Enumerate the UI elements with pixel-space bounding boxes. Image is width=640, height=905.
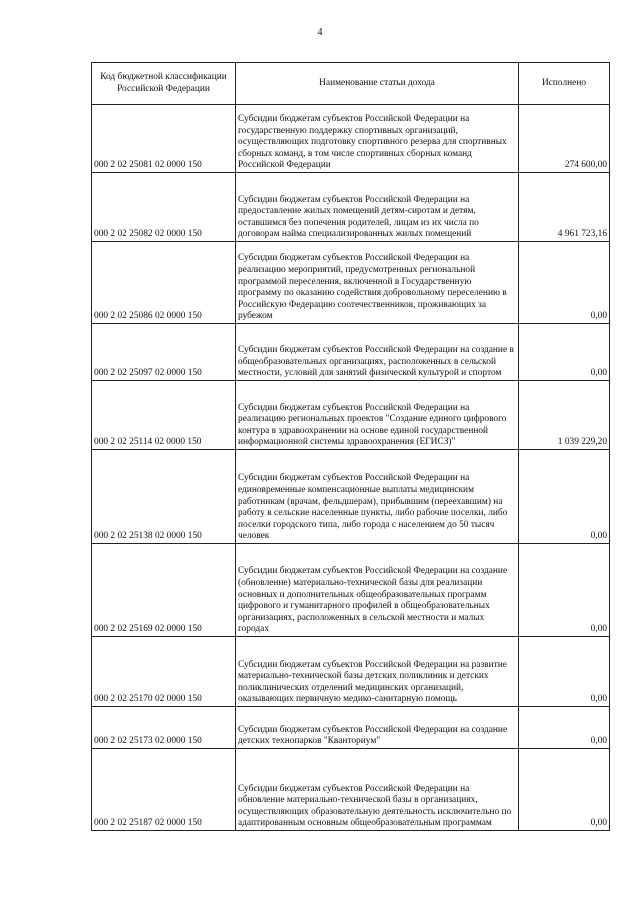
row-name: Субсидии бюджетам субъектов Российской Федерации на создание в общеобразовательных организациях, расположенных в сельской местности, условий для занятий физической культурой и спортом — [236, 324, 519, 381]
row-code: 000 2 02 25097 02 0000 150 — [92, 324, 236, 381]
row-name: Субсидии бюджетам субъектов Российской Федерации на реализацию мероприятий, предусмотренных региональной программой переселения, включенной в Государственную программу по оказанию содействия добровольному переселению в Российскую Федерацию соотечественников, проживающих за рубежом — [236, 242, 519, 324]
row-amount: 0,00 — [519, 242, 610, 324]
row-name: Субсидии бюджетам субъектов Российской Федерации на обновление материально-технической базы в организациях, осуществляющих образовательную деятельность исключительно по адаптированным основным общеобразовательным программам — [236, 749, 519, 831]
row-code: 000 2 02 25173 02 0000 150 — [92, 707, 236, 749]
row-amount: 1 039 229,20 — [519, 381, 610, 450]
table-row — [92, 707, 610, 749]
row-code: 000 2 02 25169 02 0000 150 — [92, 544, 236, 637]
table-row — [92, 242, 610, 324]
row-amount: 0,00 — [519, 749, 610, 831]
table-row — [92, 749, 610, 831]
row-code: 000 2 02 25114 02 0000 150 — [92, 381, 236, 450]
table-row — [92, 324, 610, 381]
table-row — [92, 173, 610, 242]
table-row — [92, 450, 610, 544]
table-row — [92, 381, 610, 450]
row-name: Субсидии бюджетам субъектов Российской Федерации на развитие материально-технической базы детских поликлиник и детских поликлинических отделений медицинских организаций, оказывающих первичную медико-санитарную помощь — [236, 637, 519, 707]
row-name: Субсидии бюджетам субъектов Российской Федерации на создание (обновление) материально-технической базы для реализации основных и дополнительных общеобразовательных программ цифрового и гуманитарного профилей в общеобразовательных организациях, расположенных в сельской местности и малых городах — [236, 544, 519, 637]
row-name: Субсидии бюджетам субъектов Российской Федерации на предоставление жилых помещений детям-сиротам и детям, оставшимся без попечения родителей, лицам из их числа по договорам найма специализированных жилых помещений — [236, 173, 519, 242]
header-code: Код бюджетной классификации Российской Федерации — [92, 63, 236, 105]
row-name: Субсидии бюджетам субъектов Российской Федерации на единовременные компенсационные выплаты медицинским работникам (врачам, фельдшерам), прибывшим (переехавшим) на работу в сельские населенные пункты, либо рабочие поселки, либо поселки городского типа, либо города с населением до 50 тысяч человек — [236, 450, 519, 544]
header-name: Наименование статьи дохода — [236, 63, 519, 105]
row-amount: 0,00 — [519, 637, 610, 707]
table-row — [92, 105, 610, 173]
row-amount: 0,00 — [519, 450, 610, 544]
row-amount: 0,00 — [519, 324, 610, 381]
table-row — [92, 637, 610, 707]
row-name: Субсидии бюджетам субъектов Российской Федерации на государственную поддержку спортивных организаций, осуществляющих подготовку спортивного резерва для спортивных сборных команд, в том числе спортивных сборных команд Российской Федерации — [236, 105, 519, 173]
row-code: 000 2 02 25138 02 0000 150 — [92, 450, 236, 544]
row-amount: 274 600,00 — [519, 105, 610, 173]
row-code: 000 2 02 25082 02 0000 150 — [92, 173, 236, 242]
header-executed: Исполнено — [519, 63, 610, 105]
row-code: 000 2 02 25170 02 0000 150 — [92, 637, 236, 707]
table-row — [92, 544, 610, 637]
page-number: 4 — [317, 27, 323, 38]
row-name: Субсидии бюджетам субъектов Российской Федерации на реализацию региональных проектов "Создание единого цифрового контура в здравоохранении на основе единой государственной информационной системы здравоохранения (ЕГИСЗ)" — [236, 381, 519, 450]
row-amount: 0,00 — [519, 544, 610, 637]
row-code: 000 2 02 25086 02 0000 150 — [92, 242, 236, 324]
row-code: 000 2 02 25187 02 0000 150 — [92, 749, 236, 831]
row-code: 000 2 02 25081 02 0000 150 — [92, 105, 236, 173]
revenue-table — [91, 62, 610, 831]
table-header-row — [92, 63, 610, 105]
row-amount: 4 961 723,16 — [519, 173, 610, 242]
row-amount: 0,00 — [519, 707, 610, 749]
row-name: Субсидии бюджетам субъектов Российской Федерации на создание детских технопарков "Кванториум" — [236, 707, 519, 749]
